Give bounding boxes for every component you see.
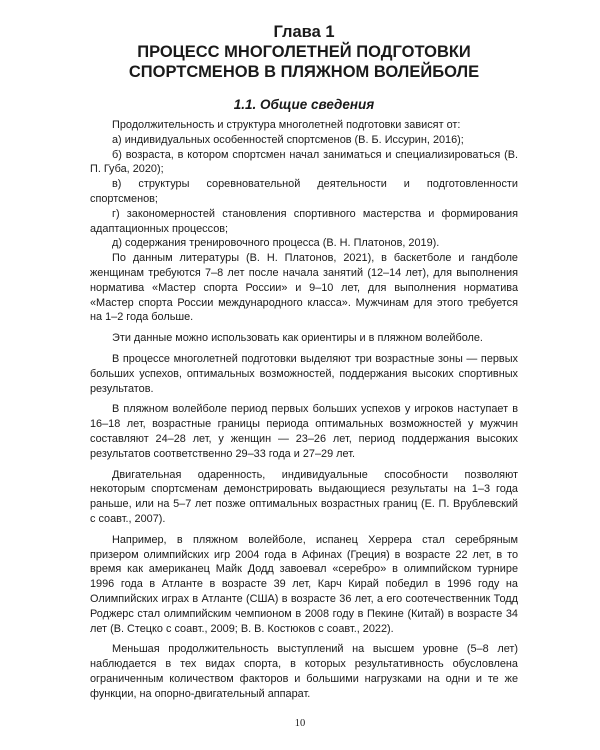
body-text: [90, 118, 518, 701]
paragraph: В пляжном волейболе период первых больших успехов у игроков наступает в 16–18 лет, возрастные границы периода оптимальных возможностей у мужчин составляют 24–28 лет, у женщин — 23–26 лет, период поддержания высоких результатов соответственно 29–33 года и 27–29 лет.: [90, 403, 518, 460]
paragraph: В процессе многолетней подготовки выделяют три возрастные зоны — первых больших успехов, оптимальных возможностей, поддержания высоких спортивных результатов.: [90, 352, 518, 395]
list-item-c: в) структуры соревновательной деятельности и подготовленности спортсменов;: [90, 178, 518, 205]
paragraph: Эти данные можно использовать как ориентиры и в пляжном волейболе.: [112, 332, 483, 345]
list-item-b: б) возраста, в котором спортсмен начал заниматься и специализироваться (В. П. Губа, 2020);: [90, 148, 518, 176]
chapter-title-line-2: СПОРТСМЕНОВ В ПЛЯЖНОМ ВОЛЕЙБОЛЕ: [128, 63, 480, 81]
section-heading: 1.1. Общие сведения: [233, 97, 375, 112]
list-item-d: г) закономерностей становления спортивного мастерства и формирования адаптационных процессов;: [90, 207, 518, 235]
list-item-e: д) содержания тренировочного процесса (В. Н. Платонов, 2019).: [112, 237, 440, 250]
paragraph: Двигательная одаренность, индивидуальные способности позволяют некоторым спортсменам демонстрировать выдающиеся результаты на 1–3 года раньше, или на 5–7 лет позже оптимальных возрастных границ (Е. П. Врублевский с соавт., 2007).: [90, 468, 518, 525]
page-number: 10: [294, 718, 306, 729]
chapter-label: Глава 1: [273, 23, 335, 41]
chapter-title-line-1: ПРОЦЕСС МНОГОЛЕТНЕЙ ПОДГОТОВКИ: [137, 43, 471, 61]
paragraph: Меньшая продолжительность выступлений на высшем уровне (5–8 лет) наблюдается в тех видах спорта, в которых результативность обусловлена ограниченным количеством факторов и большими нагрузками на одни и те же функции, на опорно-двигательный аппарат.: [90, 643, 518, 700]
paragraph: Продолжительность и структура многолетней подготовки зависят от:: [112, 119, 461, 131]
paragraph: Например, в пляжном волейболе, испанец Херрера стал серебряным призером олимпийских игр 2004 года в Афинах (Греция) в возрасте 22 лет, в то время как американец Майк Додд завоевал «серебро» в олимпийском турнире 1996 года в Атланте в возрасте 39 лет, Карч Кирай победил в 1996 году на Олимпийских играх в Атланте (США) в возрасте 36 лет, а его соотечественник Тодд Роджерс стал олимпийским чемпионом в 2008 году в Пекине (Китай) в возрасте 34 лет (В. Стецко с соавт., 2009; В. В. Костюков с соавт., 2022).: [90, 533, 518, 635]
list-item-a: а) индивидуальных особенностей спортсменов (В. Б. Иссурин, 2016);: [112, 133, 464, 146]
paragraph: По данным литературы (В. Н. Платонов, 2021), в баскетболе и гандболе женщинам требуются 7–8 лет после начала занятий (12–14 лет), для выполнения норматива «Мастер спорта России» и 9–10 лет, для выполнения норматива «Мастер спорта России международного класса». Мужчинам для этого требуется на 1–2 года больше.: [90, 252, 518, 324]
